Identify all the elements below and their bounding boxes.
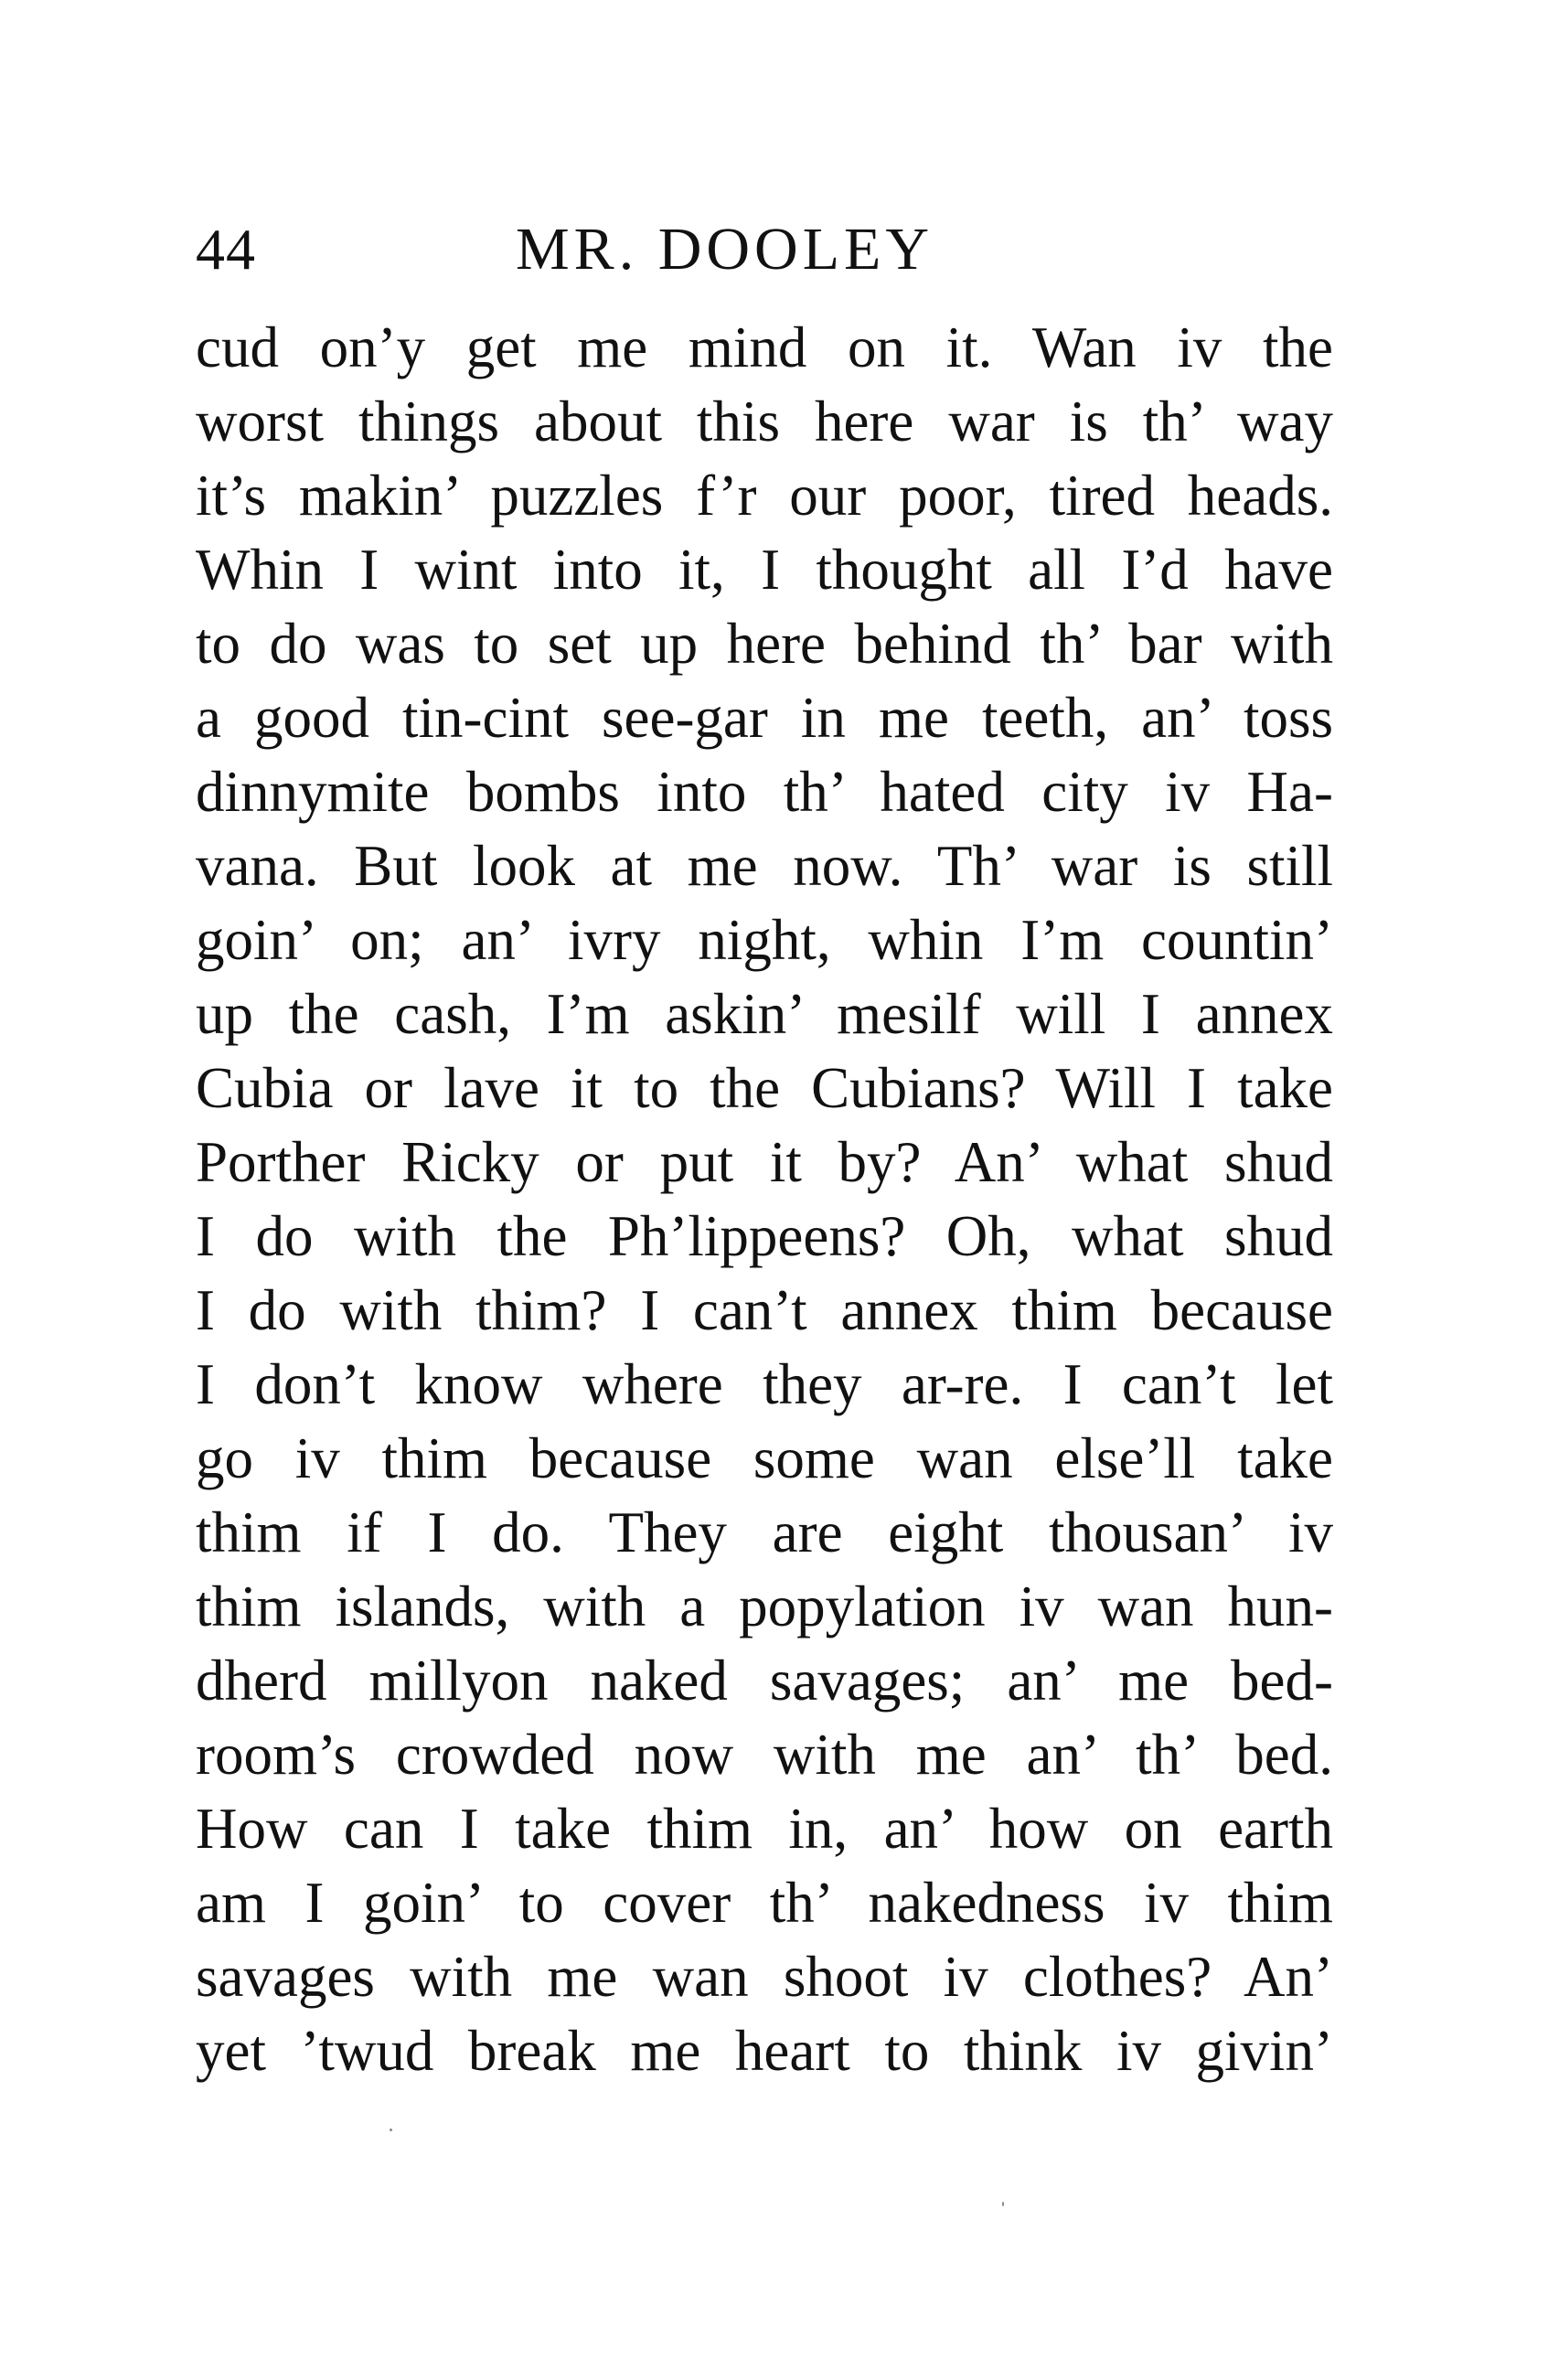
page-number: 44 (196, 217, 256, 282)
page-header (196, 208, 1339, 291)
text-line: it’s makin’ puzzles f’r our poor, tired heads. (196, 464, 1333, 528)
text-line: I don’t know where they ar-re. I can’t let (196, 1352, 1333, 1416)
text-line: cud on’y get me mind on it. Wan iv the (196, 315, 1333, 379)
text-line: savages with me wan shoot iv clothes? An’ (196, 1945, 1333, 2009)
text-line: dherd millyon naked savages; an’ me bed- (196, 1649, 1333, 1713)
text-line: thim islands, with a popylation iv wan hun- (196, 1574, 1333, 1638)
text-line: Cubia or lave it to the Cubians? Will I take (196, 1056, 1333, 1120)
text-line: I do with thim? I can’t annex thim because (196, 1278, 1333, 1342)
paper-speck (390, 2129, 392, 2131)
text-line: goin’ on; an’ ivry night, whin I’m countin’ (196, 908, 1333, 972)
text-line: Porther Ricky or put it by? An’ what shud (196, 1130, 1333, 1194)
text-line: dinnymite bombs into th’ hated city iv Ha- (196, 760, 1333, 824)
text-line: to do was to set up here behind th’ bar with (196, 612, 1333, 676)
text-line: How can I take thim in, an’ how on earth (196, 1797, 1333, 1861)
body-text (196, 311, 1333, 2088)
text-line: yet ’twud break me heart to think iv givin’ (196, 2019, 1333, 2083)
text-line: go iv thim because some wan else’ll take (196, 1426, 1333, 1490)
text-line: worst things about this here war is th’ way (196, 390, 1333, 454)
text-line: am I goin’ to cover th’ nakedness iv thim (196, 1871, 1333, 1935)
text-line: vana. But look at me now. Th’ war is still (196, 834, 1333, 898)
text-line: thim if I do. They are eight thousan’ iv (196, 1500, 1333, 1564)
running-title: MR. DOOLEY (516, 216, 934, 283)
text-line: a good tin-cint see-gar in me teeth, an’ toss (196, 686, 1333, 750)
text-line: I do with the Ph’lippeens? Oh, what shud (196, 1204, 1333, 1268)
paper-speck (1002, 2202, 1004, 2206)
text-line: room’s crowded now with me an’ th’ bed. (196, 1723, 1333, 1787)
text-line: up the cash, I’m askin’ mesilf will I annex (196, 982, 1333, 1046)
text-line: Whin I wint into it, I thought all I’d have (196, 538, 1333, 602)
